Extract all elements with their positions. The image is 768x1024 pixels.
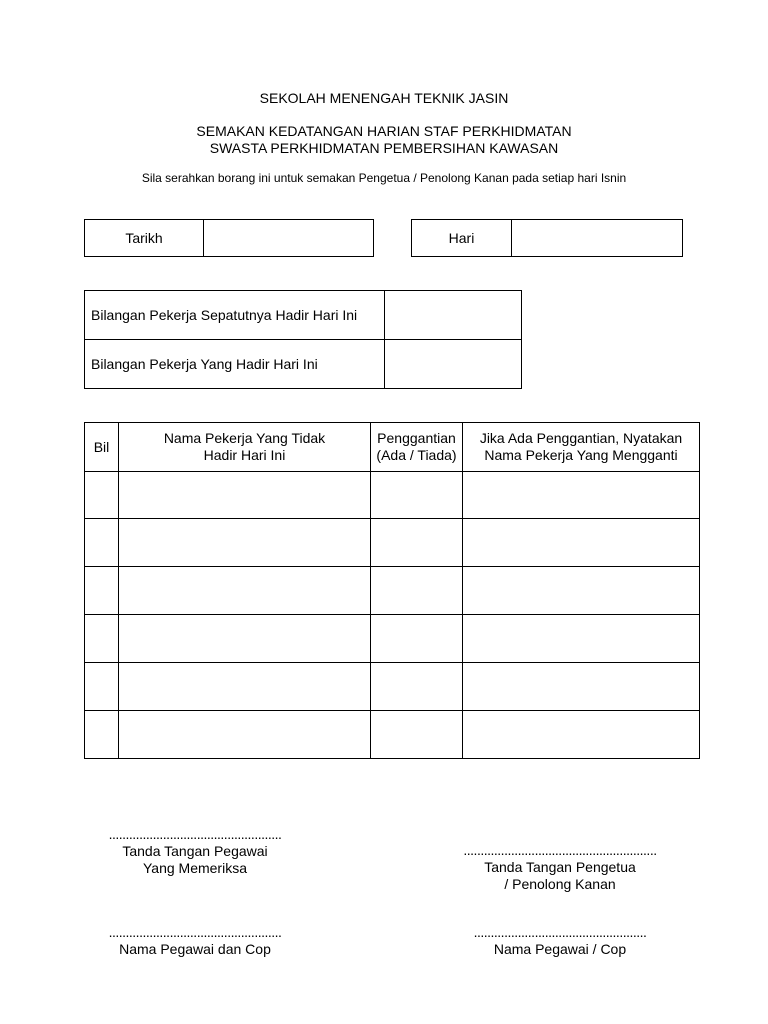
cell-replacement-name[interactable] bbox=[463, 519, 700, 567]
attendance-count-table bbox=[84, 290, 522, 389]
instruction-text: Sila serahkan borang ini untuk semakan Pengetua / Penolong Kanan pada setiap hari Isnin bbox=[141, 171, 627, 185]
table-header-row bbox=[85, 423, 700, 472]
principal-signature-label-line1: Tanda Tangan Pengetua bbox=[484, 859, 636, 875]
expected-count-label: Bilangan Pekerja Sepatutnya Hadir Hari Ini bbox=[85, 291, 385, 340]
cell-name[interactable] bbox=[119, 567, 371, 615]
cell-replacement[interactable] bbox=[371, 663, 463, 711]
cell-replacement-name[interactable] bbox=[463, 663, 700, 711]
present-count-field[interactable] bbox=[385, 340, 522, 389]
cell-replacement[interactable] bbox=[371, 615, 463, 663]
staff-name-line[interactable]: ................................................... bbox=[108, 924, 282, 940]
form-title bbox=[0, 123, 768, 157]
staff-signature-block bbox=[80, 826, 310, 877]
table-row bbox=[85, 519, 700, 567]
cell-name[interactable] bbox=[119, 663, 371, 711]
present-count-label: Bilangan Pekerja Yang Hadir Hari Ini bbox=[85, 340, 385, 389]
cell-replacement[interactable] bbox=[371, 711, 463, 759]
table-row bbox=[85, 567, 700, 615]
cell-bil[interactable] bbox=[85, 663, 119, 711]
day-box bbox=[411, 219, 683, 257]
col-header-replacement-name: Jika Ada Penggantian, Nyatakan Nama Pekerja Yang Mengganti bbox=[463, 423, 700, 472]
form-title-line1: SEMAKAN KEDATANGAN HARIAN STAF PERKHIDMATAN bbox=[196, 123, 572, 139]
table-row bbox=[85, 663, 700, 711]
cell-replacement[interactable] bbox=[371, 472, 463, 519]
cell-name[interactable] bbox=[119, 711, 371, 759]
principal-name-label: Nama Pegawai / Cop bbox=[493, 941, 627, 957]
cell-replacement-name[interactable] bbox=[463, 472, 700, 519]
day-label: Hari bbox=[412, 220, 512, 257]
date-field[interactable] bbox=[204, 220, 374, 257]
table-row bbox=[85, 711, 700, 759]
table-row bbox=[85, 615, 700, 663]
cell-replacement[interactable] bbox=[371, 567, 463, 615]
cell-name[interactable] bbox=[119, 472, 371, 519]
cell-bil[interactable] bbox=[85, 567, 119, 615]
staff-signature-label-line2: Yang Memeriksa bbox=[142, 860, 247, 876]
school-name: SEKOLAH MENENGAH TEKNIK JASIN bbox=[259, 90, 509, 106]
staff-signature-line[interactable]: ................................................... bbox=[108, 826, 282, 842]
staff-name-label: Nama Pegawai dan Cop bbox=[119, 941, 271, 957]
expected-count-field[interactable] bbox=[385, 291, 522, 340]
col-header-name: Nama Pekerja Yang Tidak Hadir Hari Ini bbox=[119, 423, 371, 472]
absent-staff-table bbox=[84, 422, 700, 759]
cell-name[interactable] bbox=[119, 615, 371, 663]
form-title-line2: SWASTA PERKHIDMATAN PEMBERSIHAN KAWASAN bbox=[209, 140, 559, 156]
cell-bil[interactable] bbox=[85, 615, 119, 663]
cell-bil[interactable] bbox=[85, 472, 119, 519]
cell-replacement-name[interactable] bbox=[463, 567, 700, 615]
date-label: Tarikh bbox=[85, 220, 204, 257]
staff-signature-label-line1: Tanda Tangan Pegawai bbox=[122, 843, 268, 859]
cell-replacement-name[interactable] bbox=[463, 711, 700, 759]
cell-bil[interactable] bbox=[85, 519, 119, 567]
col-header-replacement: Penggantian (Ada / Tiada) bbox=[371, 423, 463, 472]
staff-name-block bbox=[80, 924, 310, 958]
principal-signature-label-line2: / Penolong Kanan bbox=[504, 876, 616, 892]
cell-replacement[interactable] bbox=[371, 519, 463, 567]
principal-name-line[interactable]: ................................................... bbox=[473, 924, 647, 940]
date-box bbox=[84, 219, 374, 257]
cell-bil[interactable] bbox=[85, 711, 119, 759]
cell-replacement-name[interactable] bbox=[463, 615, 700, 663]
principal-name-block bbox=[445, 924, 675, 958]
table-row bbox=[85, 472, 700, 519]
principal-signature-block bbox=[440, 842, 680, 893]
cell-name[interactable] bbox=[119, 519, 371, 567]
principal-signature-line[interactable]: ......................................................... bbox=[463, 842, 657, 858]
day-field[interactable] bbox=[512, 220, 683, 257]
col-header-bil: Bil bbox=[85, 423, 119, 472]
